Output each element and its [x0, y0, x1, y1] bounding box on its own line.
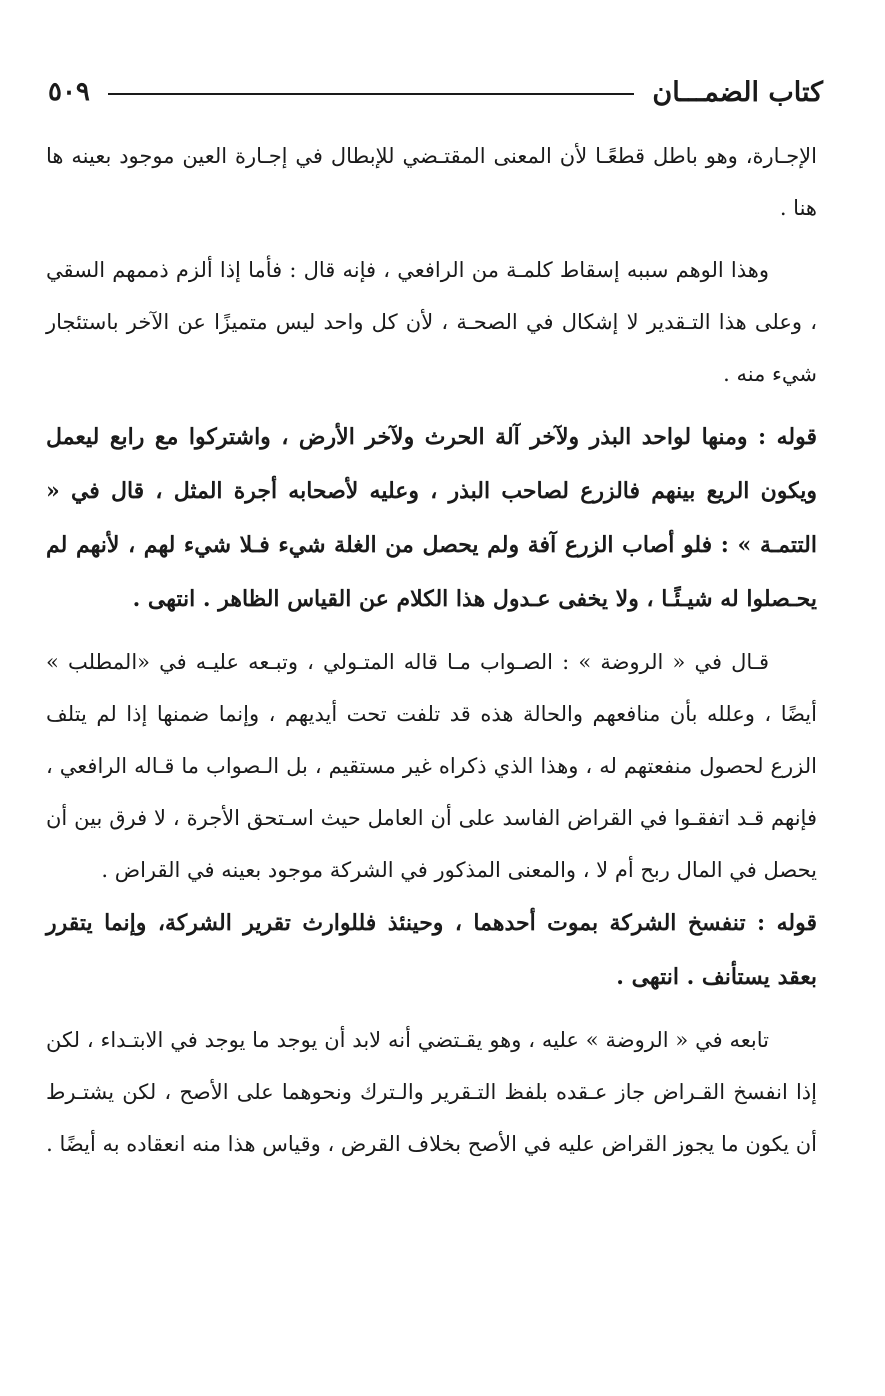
chapter-title: كتاب الضمـــان — [652, 76, 823, 108]
paragraph-continuation: الإجـارة، وهو باطل قطعًـا لأن المعنى المقتـضي للإبطال في إجـارة العين موجود بعينه ها هنا . — [46, 144, 817, 220]
paragraph-gap — [46, 234, 817, 244]
running-header — [48, 72, 823, 112]
page-body — [46, 130, 817, 1170]
paragraph-quoted-text: قوله : ومنها لواحد البذر ولآخر آلة الحرث ولآخر الأرض ، واشتركوا مع رابع ليعمل ويكون الريع بينهم فالزرع لصاحب البذر ، وعليه لأصحابه أجرة المثل ، قال في « التتمـة » : فلو أصاب الزرع آفة ولم يحصل من الغلة شيء فـلا شيء لهم ، لأنهم لم يحـصلوا له شيـئًـا ، ولا يخفى عـدول هذا الكلام عن القياس الظاهر . انتهى . — [46, 424, 817, 612]
paragraph-commentary: وهذا الوهم سببه إسقاط كلمـة من الرافعي ، فإنه قال : فأما إذا ألزم ذممهم السقي ، وعلى هذا التـقدير لا إشكال في الصحـة ، لأن كل واحد ليس متميزًا عن الآخر باستئجار شيء منه . — [46, 258, 817, 386]
paragraph-gap — [46, 400, 817, 410]
paragraph-gap — [46, 626, 817, 636]
paragraph-commentary: قـال في « الروضة » : الصـواب مـا قاله المتـولي ، وتبـعه عليـه في «المطلب » أيضًا ، وعلله بأن منافعهم والحالة هذه قد تلفت تحت أيديهم ، وإنما ضمنها إذا لم يتلف الزرع لحصول منفعتهم له ، وهذا الذي ذكراه غير مستقيم ، بل الـصواب ما قـاله الرافعي ، فإنهم قـد اتفقـوا في القراض الفاسد على أن العامل حيث اسـتحق الأجرة ، لا فرق بين أن يحصل في المال ربح أم لا ، والمعنى المذكور في الشركة موجود بعينه في القراض . — [46, 650, 817, 882]
page-number: ٥٠٩ — [48, 77, 90, 107]
header-rule — [108, 93, 635, 95]
paragraph-quoted-text: قوله : تنفسخ الشركة بموت أحدهما ، وحينئذ فللوارث تقرير الشركة، وإنما يتقرر بعقد يستأنف . انتهى . — [46, 910, 817, 990]
paragraph-gap — [46, 1004, 817, 1014]
paragraph-commentary: تابعه في « الروضة » عليه ، وهو يقـتضي أنه لابد أن يوجد ما يوجد في الابتـداء ، لكن إذا انفسخ القـراض جاز عـقده بلفظ التـقرير والـترك ونحوهما على الأصح ، لكن يشتـرط أن يكون ما يجوز القراض عليه في الأصح بخلاف القرض ، وقياس هذا منه انعقاده به أيضًا . — [46, 1028, 817, 1156]
